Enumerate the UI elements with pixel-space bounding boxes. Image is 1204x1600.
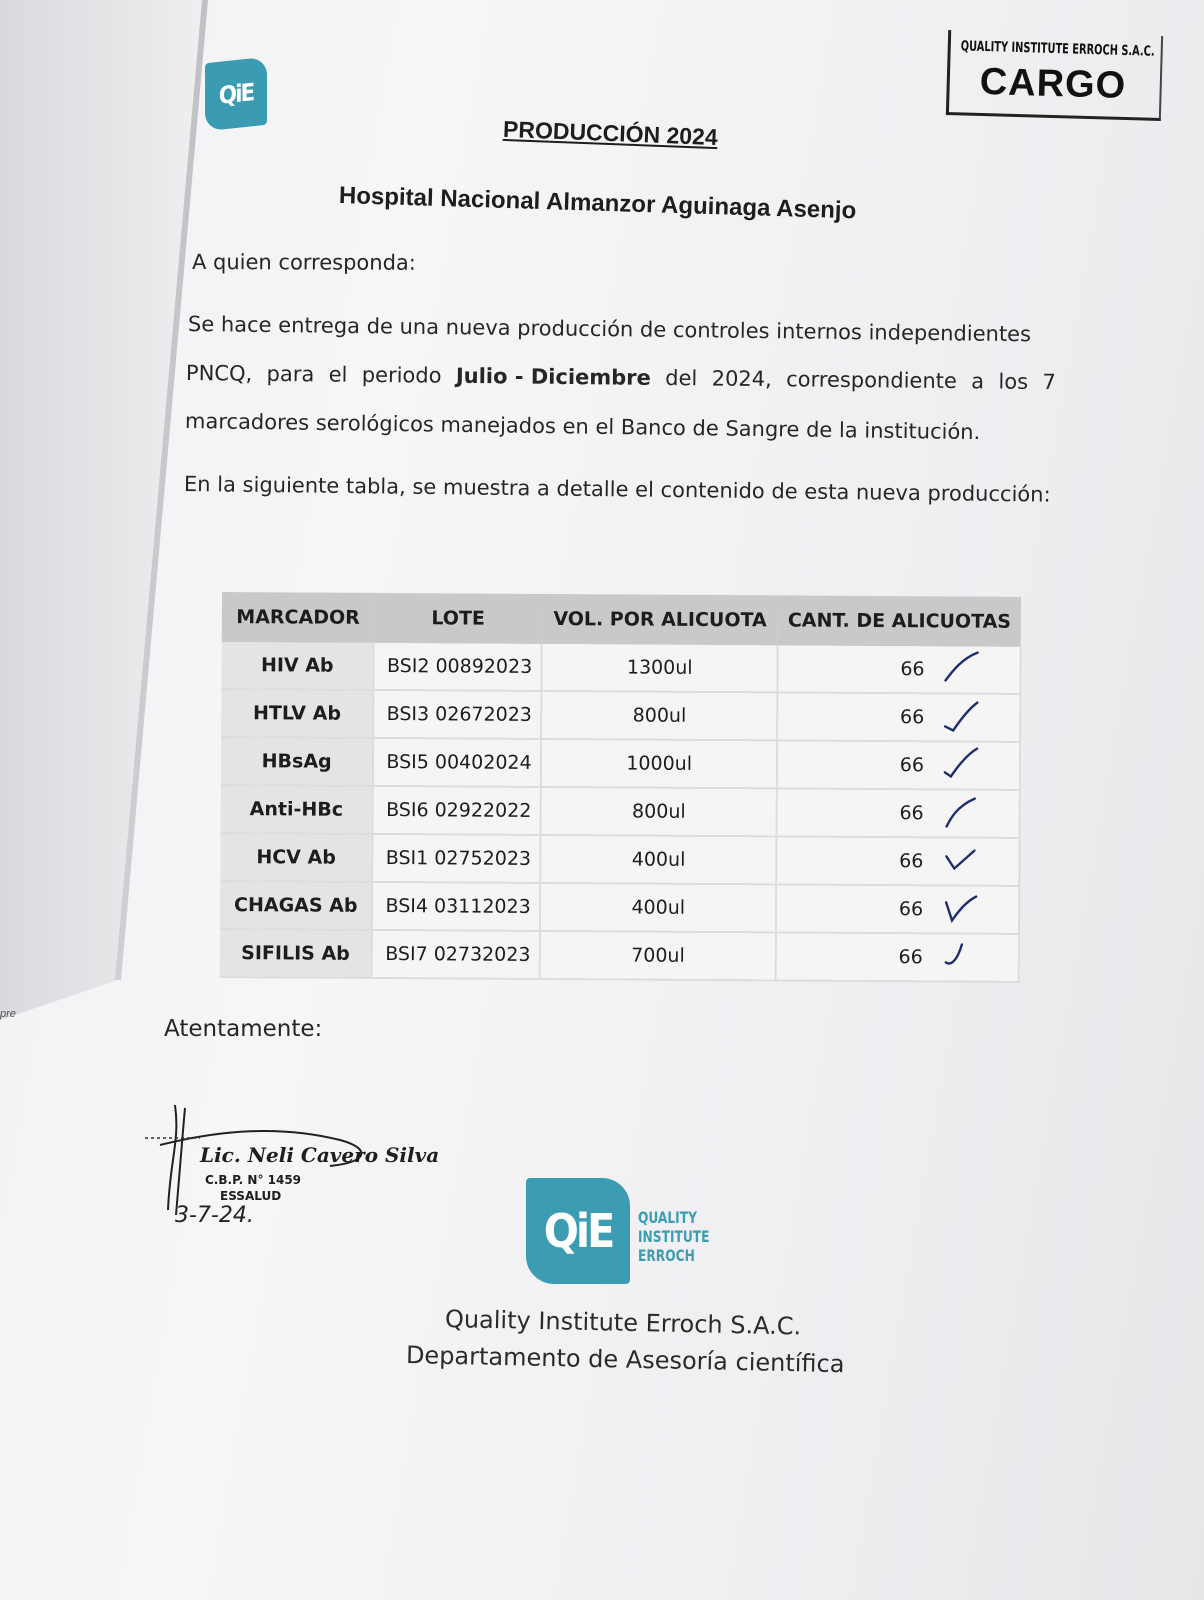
cell-vol	[540, 931, 776, 980]
header-vol: VOL. POR ALICUOTA	[542, 594, 778, 645]
cell-cant-text: 66	[899, 754, 925, 777]
p2-word: el	[328, 362, 348, 387]
logo-word: INSTITUTE	[638, 1227, 710, 1246]
cargo-stamp	[946, 30, 1163, 121]
p2-word: 2024,	[711, 366, 772, 392]
logo-bottom-words	[638, 1208, 709, 1265]
checkmark-icon	[940, 842, 980, 878]
cell-lote	[374, 690, 542, 739]
cell-cant	[776, 932, 1019, 981]
cell-marcador	[220, 881, 373, 930]
cell-vol	[541, 787, 777, 836]
stamp-company: QUALITY INSTITUTE ERROCH S.A.C.	[960, 38, 1155, 60]
table-row	[221, 737, 1020, 790]
cell-marcador	[221, 689, 374, 738]
p2-word: correspondiente	[786, 367, 957, 394]
p2-word: los	[998, 369, 1029, 394]
table-row	[221, 785, 1020, 838]
table-row	[221, 689, 1020, 742]
p2-word: a	[971, 369, 985, 394]
table-header-row	[222, 592, 1021, 647]
qie-logo-top	[205, 57, 267, 132]
cell-lote	[372, 882, 540, 931]
checkmark-icon	[941, 698, 981, 734]
logo-word: QUALITY	[638, 1208, 697, 1227]
cell-vol	[541, 739, 777, 788]
header-marcador: MARCADOR	[222, 592, 375, 643]
signature-name: Lic. Neli Cavero Silva	[200, 1143, 440, 1167]
cell-lote-text: BSI5 00402024	[386, 751, 532, 774]
p2-word: para	[266, 361, 315, 387]
cell-lote-text: BSI1 02752023	[385, 847, 532, 870]
cell-marcador-text: SIFILIS Ab	[241, 942, 350, 965]
cell-cant-text: 66	[899, 802, 924, 825]
footer-company: Quality Institute Erroch S.A.C.	[444, 1305, 802, 1341]
cell-lote	[373, 786, 541, 835]
paragraph-line-2	[186, 361, 1056, 394]
cell-lote-text: BSI6 02922022	[386, 799, 532, 822]
side-scrap-text: pre	[0, 1008, 16, 1020]
signature-org: ESSALUD	[220, 1189, 282, 1203]
checkmark-icon	[940, 938, 980, 974]
cell-lote-text: BSI4 03112023	[385, 895, 531, 918]
cell-marcador-text: Anti-HBc	[249, 798, 344, 821]
cell-cant	[777, 740, 1020, 789]
cell-cant	[776, 836, 1019, 885]
cell-lote-text: BSI7 02732023	[385, 943, 531, 966]
cell-marcador-text: HTLV Ab	[252, 702, 342, 725]
cell-vol	[542, 644, 778, 692]
p2-word: PNCQ,	[185, 361, 253, 386]
table-row	[220, 929, 1019, 982]
logo-word: ERROCH	[638, 1246, 695, 1265]
cell-vol-text: 400ul	[631, 848, 686, 871]
cell-lote	[372, 930, 540, 979]
cell-vol-text: 800ul	[632, 800, 686, 823]
cell-cant	[778, 645, 1021, 693]
table-row	[221, 642, 1020, 694]
cell-vol-text: 700ul	[631, 944, 685, 967]
cell-lote-text: BSI3 02672023	[386, 703, 532, 726]
greeting: A quien corresponda:	[191, 250, 416, 275]
cell-marcador	[220, 929, 373, 978]
cell-marcador-text: HIV Ab	[260, 654, 334, 677]
cell-vol-text: 800ul	[632, 704, 687, 727]
stamp-word: CARGO	[979, 60, 1127, 107]
cell-cant-text: 66	[898, 898, 924, 921]
cell-cant-text: 66	[898, 946, 923, 969]
cell-vol	[540, 835, 776, 884]
cell-vol	[541, 691, 777, 740]
document-title: PRODUCCIÓN 2024	[502, 115, 719, 151]
cell-lote	[373, 738, 541, 787]
signature-date: 3-7-24.	[175, 1203, 254, 1228]
header-cant: CANT. DE ALICUOTAS	[778, 595, 1021, 646]
cell-lote	[374, 643, 542, 691]
checkmark-icon	[941, 794, 981, 830]
qie-logo-bottom	[526, 1178, 711, 1284]
cell-cant-text: 66	[899, 850, 924, 873]
table-row	[220, 833, 1019, 886]
cell-marcador-text: HBsAg	[261, 750, 332, 773]
cell-marcador	[221, 785, 374, 834]
checkmark-icon	[941, 650, 981, 686]
closing-text: Atentamente:	[164, 1016, 323, 1042]
cell-marcador-text: HCV Ab	[256, 846, 336, 869]
cell-cant	[777, 692, 1020, 741]
cell-marcador-text: CHAGAS Ab	[234, 894, 358, 917]
cell-marcador	[221, 642, 374, 690]
p2-word: 7	[1042, 369, 1056, 395]
table-row	[220, 881, 1019, 934]
logo-top-text: QiE	[218, 78, 254, 110]
signature-cbp: C.B.P. N° 1459	[205, 1173, 302, 1187]
cell-marcador	[221, 737, 374, 786]
footer-department: Departamento de Asesoría científica	[405, 1341, 845, 1379]
p2-word: periodo	[361, 362, 442, 388]
cell-cant-text: 66	[900, 658, 925, 681]
logo-bottom-mark	[526, 1178, 630, 1284]
cell-cant	[777, 788, 1020, 837]
cell-vol-text: 1300ul	[626, 656, 693, 679]
header-lote: LOTE	[374, 593, 542, 644]
table-intro: En la siguiente tabla, se muestra a detalle el contenido de esta nueva producción:	[183, 472, 1051, 507]
logo-bottom-text: QiE	[543, 1204, 613, 1258]
checkmark-icon	[941, 746, 981, 782]
cell-marcador	[220, 833, 373, 882]
cell-cant	[776, 884, 1019, 933]
cell-lote	[373, 834, 541, 883]
cell-lote-text: BSI2 00892023	[386, 655, 533, 678]
cell-vol-text: 1000ul	[626, 752, 693, 775]
paragraph-line-3: marcadores serológicos manejados en el Banco de Sangre de la institución.	[184, 409, 981, 445]
checkmark-icon	[940, 890, 980, 926]
cell-vol	[540, 883, 776, 932]
hospital-name: Hospital Nacional Almanzor Aguinaga Asenjo	[338, 182, 857, 225]
cell-cant-text: 66	[899, 706, 925, 729]
cell-vol-text: 400ul	[631, 896, 686, 919]
production-table	[220, 592, 1022, 983]
period-text: Julio - Diciembre	[455, 363, 651, 390]
paragraph-line-1: Se hace entrega de una nueva producción de controles internos independientes	[187, 312, 1032, 347]
signature	[140, 1100, 440, 1250]
p2-word: del	[665, 366, 698, 391]
